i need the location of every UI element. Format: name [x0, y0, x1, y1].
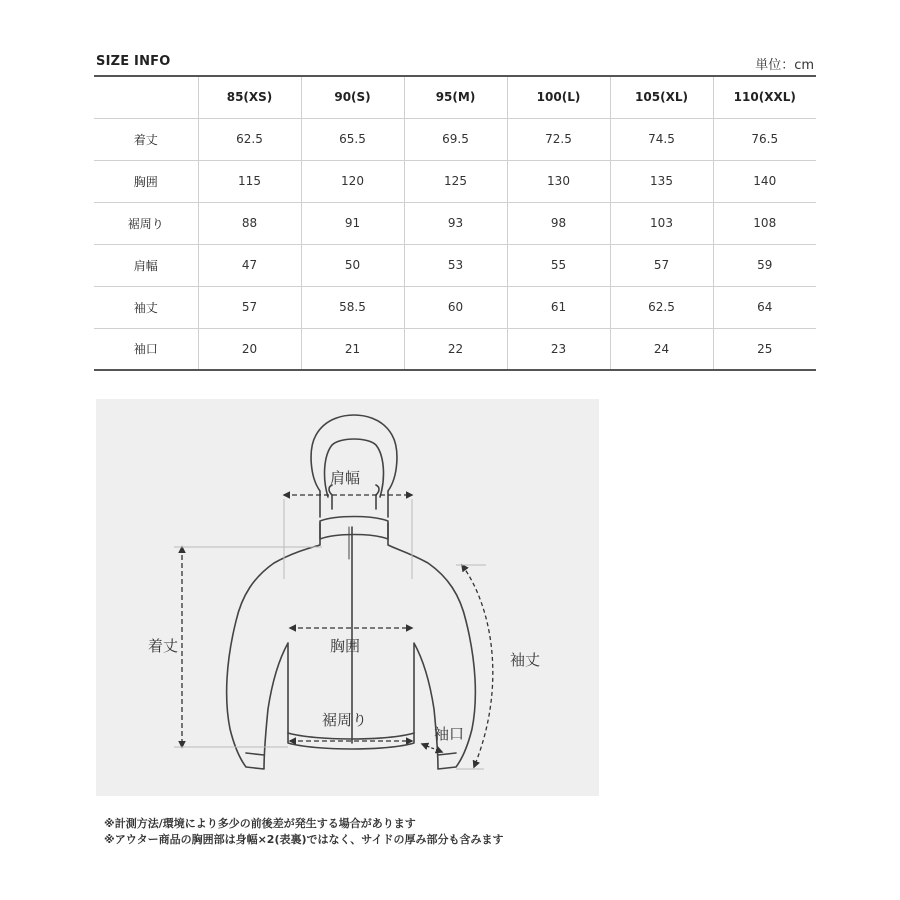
table-cell: 55: [507, 244, 610, 286]
table-cell: 125: [404, 160, 507, 202]
table-row: [94, 244, 816, 286]
table-cell: 53: [404, 244, 507, 286]
table-cell: 115: [198, 160, 301, 202]
table-cell: 93: [404, 202, 507, 244]
table-cell: 130: [507, 160, 610, 202]
table-cell: 58.5: [301, 286, 404, 328]
row-label: 袖丈: [94, 286, 198, 328]
table-cell: 120: [301, 160, 404, 202]
table-cell: 22: [404, 328, 507, 370]
cuff-label: 袖口: [434, 725, 465, 743]
table-cell: 24: [610, 328, 713, 370]
table-cell: 25: [713, 328, 816, 370]
cuff-arrow: [422, 744, 442, 752]
table-cell: 60: [404, 286, 507, 328]
table-cell: 72.5: [507, 118, 610, 160]
table-cell: 62.5: [610, 286, 713, 328]
column-header: 95(M): [404, 76, 507, 118]
table-cell: 21: [301, 328, 404, 370]
table-cell: 140: [713, 160, 816, 202]
table-cell: 59: [713, 244, 816, 286]
table-header-row: [94, 76, 816, 118]
hem-label: 裾周り: [322, 711, 368, 729]
collar: [320, 517, 388, 540]
column-header: 110(XXL): [713, 76, 816, 118]
row-label: 胸囲: [94, 160, 198, 202]
table-cell: 88: [198, 202, 301, 244]
table-cell: 65.5: [301, 118, 404, 160]
hood-outline: [311, 415, 397, 517]
column-header: 100(L): [507, 76, 610, 118]
sleeve-label: 袖丈: [510, 651, 541, 669]
notes: [104, 816, 504, 848]
sleeve-arrow: [462, 565, 493, 767]
column-header: 90(S): [301, 76, 404, 118]
table-cell: 57: [198, 286, 301, 328]
table-cell: 57: [610, 244, 713, 286]
row-label: 裾周り: [94, 202, 198, 244]
jacket-illustration: [96, 399, 599, 796]
right-cuff: [438, 753, 456, 755]
shoulder-label: 肩幅: [330, 469, 361, 487]
row-label: 袖口: [133, 342, 158, 357]
table-cell: 23: [507, 328, 610, 370]
table-row: [94, 202, 816, 244]
unit-label: 単位：cm: [755, 58, 814, 73]
chest-label: 胸囲: [330, 637, 361, 655]
table-cell: 103: [610, 202, 713, 244]
table-cell: 50: [301, 244, 404, 286]
table-cell: 64: [713, 286, 816, 328]
table-cell: 47: [198, 244, 301, 286]
size-info-title: SIZE INFO: [96, 54, 171, 69]
table-row: [94, 160, 816, 202]
table-cell: 61: [507, 286, 610, 328]
table-cell: 91: [301, 202, 404, 244]
row-label: 肩幅: [94, 244, 198, 286]
table-cell: 135: [610, 160, 713, 202]
length-label: 着丈: [148, 637, 179, 655]
table-cell: 98: [507, 202, 610, 244]
table-cell: 76.5: [713, 118, 816, 160]
row-label: 着丈: [94, 118, 198, 160]
table-row: [94, 328, 816, 370]
column-header: 105(XL): [610, 76, 713, 118]
table-cell: 108: [713, 202, 816, 244]
left-cuff: [246, 753, 264, 755]
table-row: [94, 286, 816, 328]
table-cell: 62.5: [198, 118, 301, 160]
size-table: [94, 75, 816, 371]
hem-band: [288, 733, 414, 739]
table-corner-cell: [94, 76, 198, 118]
note-line: ※計測方法/環境により多少の前後差が発生する場合があります: [104, 817, 416, 830]
table-row: [94, 118, 816, 160]
column-header: 85(XS): [198, 76, 301, 118]
table-cell: 69.5: [404, 118, 507, 160]
table-cell: 74.5: [610, 118, 713, 160]
note-line: ※アウター商品の胸囲部は身幅×2(表裏)ではなく、サイドの厚み部分も含みます: [104, 833, 504, 846]
garment-diagram: [96, 399, 599, 796]
table-cell: 20: [198, 328, 301, 370]
hood-lining: [329, 485, 379, 509]
